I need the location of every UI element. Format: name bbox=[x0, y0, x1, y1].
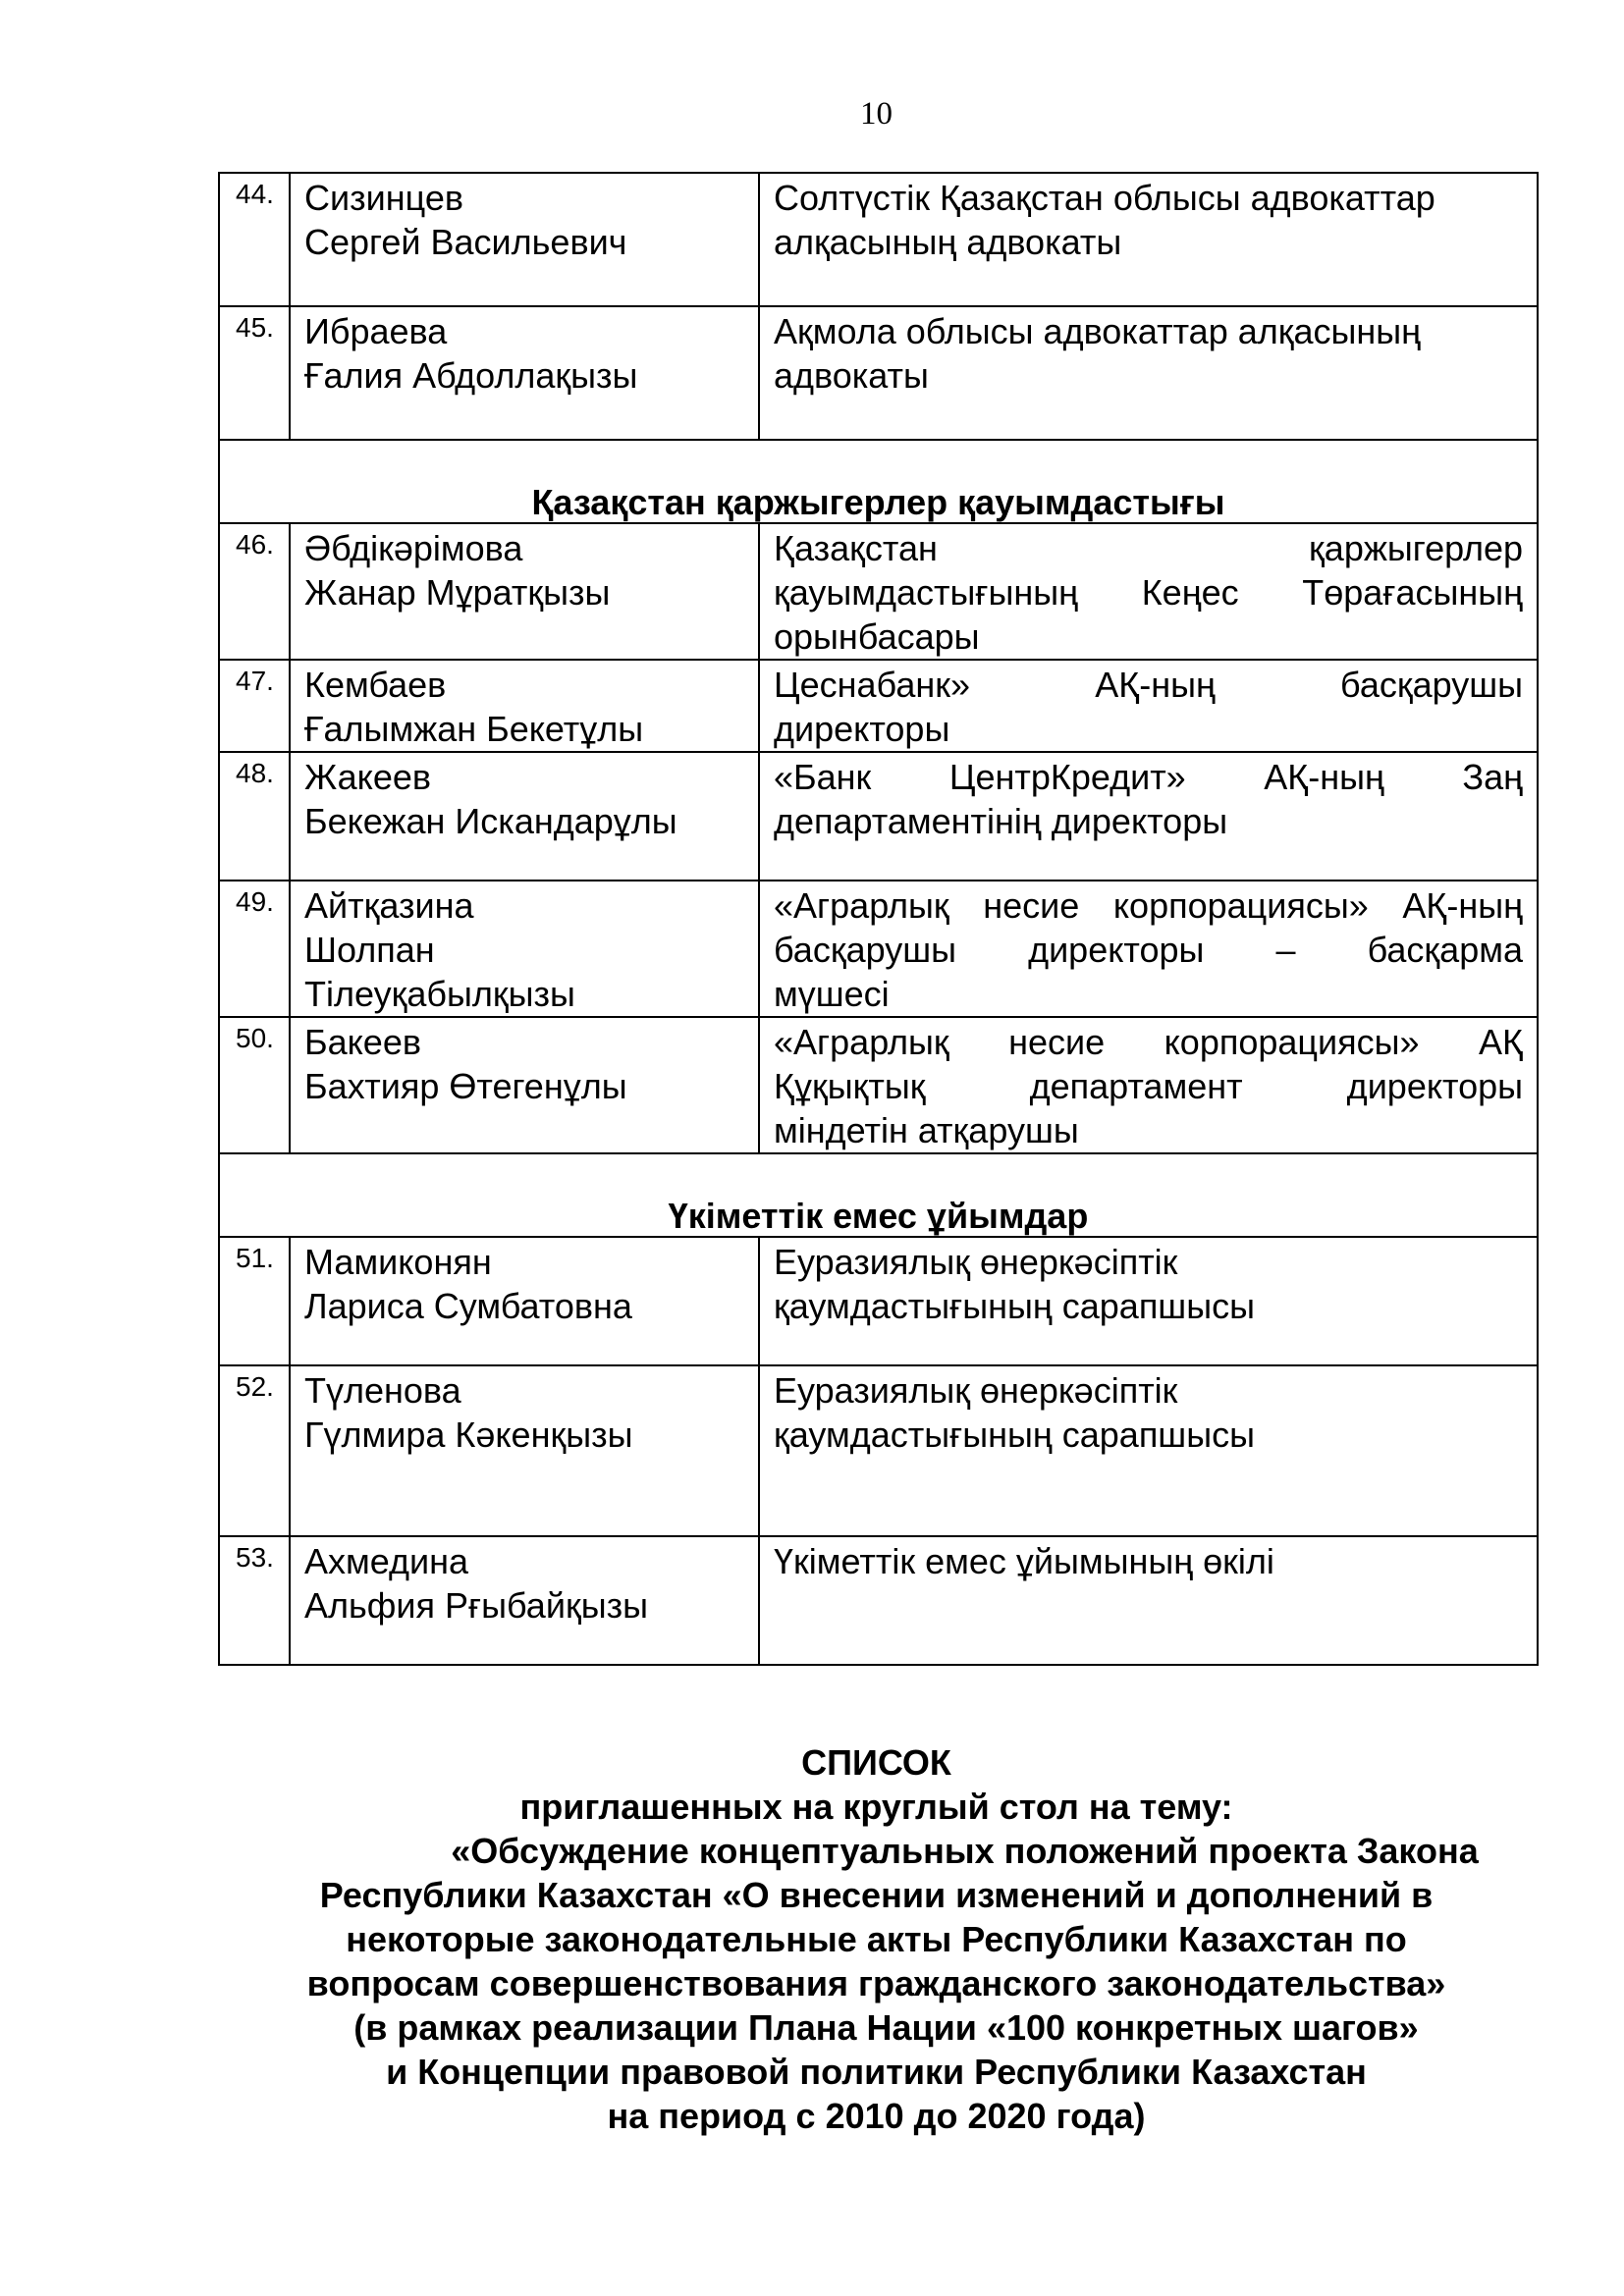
participant-name bbox=[290, 1017, 759, 1153]
participant-given-name: Сергей Васильевич bbox=[304, 222, 627, 262]
participant-name bbox=[290, 881, 759, 1017]
row-number: 52. bbox=[219, 1365, 290, 1536]
participant-position bbox=[759, 1237, 1538, 1365]
participant-given-name: Альфия Рғыбайқызы bbox=[304, 1585, 648, 1626]
participant-given-name: Жанар Мұратқызы bbox=[304, 572, 611, 613]
participant-given-name: Ғалымжан Бекетұлы bbox=[304, 709, 644, 749]
table-row bbox=[219, 660, 1538, 752]
row-number: 46. bbox=[219, 523, 290, 660]
list-subheading-line: вопросам совершенствования гражданского законодательства» bbox=[306, 1963, 1446, 2003]
row-number: 49. bbox=[219, 881, 290, 1017]
participant-name bbox=[290, 1536, 759, 1665]
participant-name bbox=[290, 306, 759, 440]
participant-name bbox=[290, 1365, 759, 1536]
position-line: Ақмола облысы адвокаттар алқасының bbox=[774, 311, 1422, 351]
invitation-list-title bbox=[0, 1740, 1624, 2138]
position-line: алқасының адвокаты bbox=[774, 222, 1122, 262]
participant-surname: Бакеев bbox=[304, 1022, 421, 1062]
position-line: Цеснабанк» АҚ-ның басқарушы bbox=[774, 665, 1523, 705]
list-subheading-line: некоторые законодательные акты Республики Казахстан по bbox=[346, 1919, 1407, 1959]
position-line: «Банк ЦентрКредит» АҚ-ның Заң bbox=[774, 757, 1523, 797]
table-row bbox=[219, 1536, 1538, 1665]
page-number: 10 bbox=[860, 96, 893, 132]
participant-surname: Әбдікәрімова bbox=[304, 528, 523, 568]
participant-patronymic: Тілеуқабылқызы bbox=[304, 974, 575, 1014]
row-number: 44. bbox=[219, 173, 290, 306]
list-subheading-line: на период с 2010 до 2020 года) bbox=[607, 2096, 1146, 2136]
participant-position bbox=[759, 523, 1538, 660]
list-heading: СПИСОК bbox=[801, 1742, 951, 1783]
table-row bbox=[219, 1017, 1538, 1153]
position-line: мүшесі bbox=[774, 974, 890, 1014]
participant-surname: Кембаев bbox=[304, 665, 447, 705]
row-number: 47. bbox=[219, 660, 290, 752]
list-subheading-line: «Обсуждение концептуальных положений проекта Закона bbox=[451, 1831, 1479, 1871]
row-number: 48. bbox=[219, 752, 290, 881]
participant-given-name: Бахтияр Өтегенұлы bbox=[304, 1066, 627, 1106]
section-row bbox=[219, 1153, 1538, 1237]
position-line: Еуразиялық өнеркәсіптік bbox=[774, 1370, 1178, 1411]
row-number: 53. bbox=[219, 1536, 290, 1665]
row-number: 51. bbox=[219, 1237, 290, 1365]
participant-given-name: Шолпан bbox=[304, 930, 435, 970]
row-number: 45. bbox=[219, 306, 290, 440]
position-line: қаумдастығының сарапшысы bbox=[774, 1286, 1255, 1326]
participant-position bbox=[759, 1536, 1538, 1665]
position-line: Еуразиялық өнеркәсіптік bbox=[774, 1242, 1178, 1282]
participants-table bbox=[218, 172, 1539, 1666]
position-line: адвокаты bbox=[774, 355, 929, 396]
participant-given-name: Ғалия Абдоллақызы bbox=[304, 355, 638, 396]
position-line: Қазақстан қаржыгерлер bbox=[774, 528, 1523, 568]
participant-surname: Айтқазина bbox=[304, 885, 474, 926]
participant-position bbox=[759, 1017, 1538, 1153]
position-line: департаментінің директоры bbox=[774, 801, 1228, 841]
list-subheading-line: приглашенных на круглый стол на тему: bbox=[519, 1787, 1233, 1827]
participant-name bbox=[290, 1237, 759, 1365]
position-line: директоры bbox=[774, 709, 950, 749]
participant-surname: Мамиконян bbox=[304, 1242, 492, 1282]
position-line: орынбасары bbox=[774, 616, 980, 657]
position-line: Солтүстік Қазақстан облысы адвокаттар bbox=[774, 178, 1435, 218]
table-row bbox=[219, 1365, 1538, 1536]
list-subheading-line: и Концепции правовой политики Республики Казахстан bbox=[386, 2052, 1367, 2092]
section-heading-financiers: Қазақстан қаржыгерлер қауымдастығы bbox=[219, 440, 1538, 523]
section-row bbox=[219, 440, 1538, 523]
table-row bbox=[219, 752, 1538, 881]
table-row bbox=[219, 1237, 1538, 1365]
row-number: 50. bbox=[219, 1017, 290, 1153]
position-line: Үкіметтік емес ұйымының өкілі bbox=[774, 1541, 1274, 1581]
list-subheading-line: Республики Казахстан «О внесении изменений и дополнений в bbox=[319, 1875, 1434, 1915]
participant-surname: Жакеев bbox=[304, 757, 431, 797]
participant-position bbox=[759, 1365, 1538, 1536]
participant-position bbox=[759, 306, 1538, 440]
participant-name bbox=[290, 660, 759, 752]
participant-surname: Түленова bbox=[304, 1370, 461, 1411]
position-line: «Аграрлық несие корпорациясы» АҚ bbox=[774, 1022, 1523, 1062]
section-heading-ngo: Үкіметтік емес ұйымдар bbox=[219, 1153, 1538, 1237]
table-row bbox=[219, 881, 1538, 1017]
position-line: басқарушы директоры – басқарма bbox=[774, 930, 1523, 970]
participant-position bbox=[759, 660, 1538, 752]
position-line: Құқықтық департамент директоры bbox=[774, 1066, 1523, 1106]
table-row bbox=[219, 173, 1538, 306]
participant-position bbox=[759, 752, 1538, 881]
participant-surname: Ибраева bbox=[304, 311, 448, 351]
participant-name bbox=[290, 752, 759, 881]
participant-given-name: Гүлмира Кәкенқызы bbox=[304, 1415, 633, 1455]
participant-position bbox=[759, 881, 1538, 1017]
participant-name bbox=[290, 523, 759, 660]
position-line: қаумдастығының сарапшысы bbox=[774, 1415, 1255, 1455]
position-line: қауымдастығының Кеңес Төрағасының bbox=[774, 572, 1523, 613]
participant-position bbox=[759, 173, 1538, 306]
participant-given-name: Лариса Сумбатовна bbox=[304, 1286, 632, 1326]
table-row bbox=[219, 306, 1538, 440]
position-line: міндетін атқарушы bbox=[774, 1110, 1079, 1150]
table-row bbox=[219, 523, 1538, 660]
participant-given-name: Бекежан Искандарұлы bbox=[304, 801, 677, 841]
list-subheading-line: (в рамках реализации Плана Нации «100 конкретных шагов» bbox=[353, 2007, 1419, 2048]
position-line: «Аграрлық несие корпорациясы» АҚ-ның bbox=[774, 885, 1523, 926]
participant-surname: Ахмедина bbox=[304, 1541, 469, 1581]
participant-name bbox=[290, 173, 759, 306]
participant-surname: Сизинцев bbox=[304, 178, 463, 218]
